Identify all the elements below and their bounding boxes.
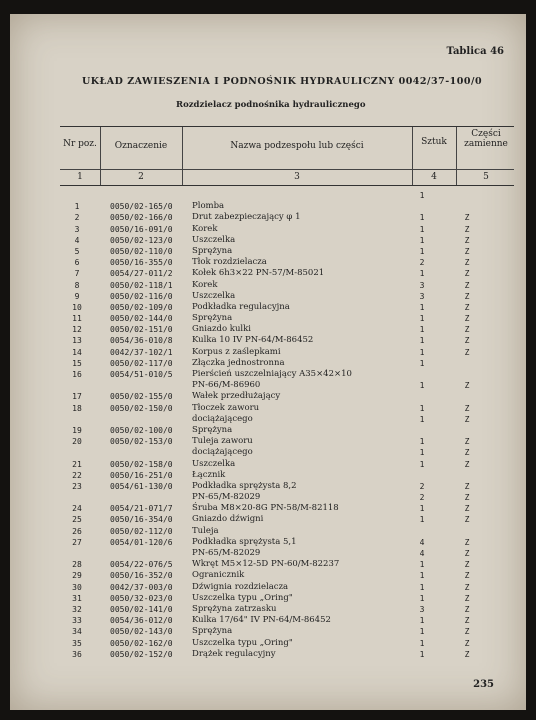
row-code: 0050/02-155/0 bbox=[110, 392, 173, 402]
row-name: Uszczelka bbox=[192, 234, 236, 245]
row-code: 0050/02-144/0 bbox=[110, 314, 173, 324]
row-qty: 1 bbox=[419, 459, 425, 469]
table-row bbox=[60, 492, 514, 503]
row-name: Uszczelka bbox=[192, 458, 236, 469]
row-nr: 31 bbox=[72, 593, 82, 603]
row-qty: 4 bbox=[419, 549, 425, 558]
header-colnum-1: 1 bbox=[77, 172, 83, 182]
row-qty: 1 bbox=[419, 314, 425, 324]
row-nr: 33 bbox=[72, 616, 82, 626]
row-qty: 2 bbox=[419, 493, 425, 503]
row-qty: 3 bbox=[419, 291, 425, 301]
row-nr: 22 bbox=[72, 470, 82, 480]
row-spare: Z bbox=[464, 381, 470, 391]
row-name: Podkładka regulacyjna bbox=[192, 301, 290, 312]
row-qty: 1 bbox=[419, 269, 425, 279]
row-spare: Z bbox=[464, 403, 470, 413]
table-row bbox=[60, 548, 514, 559]
row-name: Podkładka sprężysta 8,2 bbox=[192, 480, 297, 491]
table-row bbox=[60, 459, 514, 470]
table-row bbox=[60, 570, 514, 581]
row-qty: 1 bbox=[419, 336, 425, 346]
row-qty: 1 bbox=[419, 403, 425, 413]
table-row bbox=[60, 190, 514, 201]
row-spare: Z bbox=[464, 515, 470, 525]
table-row bbox=[60, 212, 514, 223]
row-qty: 1 bbox=[419, 582, 425, 592]
table-row bbox=[60, 470, 514, 481]
row-code: 0050/02-117/0 bbox=[110, 358, 173, 368]
row-name: PN-65/M-82029 bbox=[192, 492, 261, 503]
row-qty: 1 bbox=[419, 593, 425, 603]
row-spare: Z bbox=[464, 235, 470, 245]
row-spare: Z bbox=[464, 560, 470, 570]
row-code: 0054/21-071/7 bbox=[110, 504, 173, 514]
table-row bbox=[60, 526, 514, 537]
row-name: Wałek przedłużający bbox=[192, 391, 281, 402]
row-spare: Z bbox=[464, 280, 470, 290]
row-name: Korek bbox=[192, 223, 218, 234]
row-spare: Z bbox=[464, 448, 470, 458]
header-qty: Sztuk bbox=[421, 137, 447, 147]
row-qty: 1 bbox=[419, 325, 425, 335]
row-spare: Z bbox=[464, 347, 470, 357]
table-row bbox=[60, 559, 514, 570]
row-nr: 1 bbox=[74, 202, 80, 212]
header-name: Nazwa podzespołu lub części bbox=[230, 141, 364, 151]
row-code: 0050/02-165/0 bbox=[110, 202, 173, 212]
row-nr: 20 bbox=[72, 437, 82, 447]
row-spare: Z bbox=[464, 481, 470, 491]
row-qty: 1 bbox=[419, 437, 425, 447]
row-spare: Z bbox=[464, 414, 470, 424]
row-nr: 23 bbox=[72, 481, 82, 491]
row-name: Tłok rozdzielacza bbox=[192, 257, 267, 268]
row-code: 0054/27-011/2 bbox=[110, 269, 173, 279]
row-spare: Z bbox=[464, 537, 470, 547]
header-nr: Nr poz. bbox=[63, 139, 97, 149]
row-name: Drążek regulacyjny bbox=[192, 648, 276, 659]
table-row bbox=[60, 481, 514, 492]
row-qty: 1 bbox=[419, 638, 425, 648]
row-nr: 13 bbox=[72, 336, 82, 346]
row-code: 0042/37-003/0 bbox=[110, 582, 173, 592]
header-colnum-5: 5 bbox=[483, 172, 489, 182]
row-nr: 35 bbox=[72, 638, 82, 648]
table-row bbox=[60, 257, 514, 268]
row-name: Sprężyna bbox=[192, 424, 233, 435]
row-name: Sprężyna bbox=[192, 245, 233, 256]
table-row bbox=[60, 358, 514, 369]
header-colnum-2: 2 bbox=[138, 172, 144, 182]
table-row bbox=[60, 313, 514, 324]
row-code: 0054/61-130/0 bbox=[110, 481, 173, 491]
row-spare: Z bbox=[464, 325, 470, 335]
row-qty: 1 bbox=[419, 649, 425, 659]
row-qty: 1 bbox=[419, 560, 425, 570]
row-qty: 1 bbox=[419, 627, 425, 637]
row-name: Uszczelka typu „Oring" bbox=[192, 637, 293, 648]
row-qty: 1 bbox=[419, 347, 425, 357]
document-page bbox=[10, 14, 526, 710]
row-qty: 2 bbox=[419, 481, 425, 491]
row-name: Gniazdo dźwigni bbox=[192, 514, 264, 525]
row-nr: 10 bbox=[72, 302, 82, 312]
row-nr: 15 bbox=[72, 358, 82, 368]
table-row bbox=[60, 280, 514, 291]
row-code: 0050/02-116/0 bbox=[110, 291, 173, 301]
row-code: 0050/16-091/0 bbox=[110, 224, 173, 234]
row-code: 0050/02-158/0 bbox=[110, 459, 173, 469]
row-qty: 4 bbox=[419, 537, 425, 547]
row-code: 0050/02-112/0 bbox=[110, 526, 173, 536]
row-name: Gniazdo kulki bbox=[192, 324, 252, 335]
row-qty: 1 bbox=[419, 381, 425, 391]
table-row bbox=[60, 436, 514, 447]
table-row bbox=[60, 235, 514, 246]
row-spare: Z bbox=[464, 246, 470, 256]
table-row bbox=[60, 537, 514, 548]
row-name: Pierścień uszczelniający A35×42×10 bbox=[192, 369, 352, 379]
table-row bbox=[60, 201, 514, 212]
row-code: 0050/16-355/0 bbox=[110, 258, 173, 268]
row-code: 0054/22-076/5 bbox=[110, 560, 173, 570]
row-qty: 1 bbox=[419, 191, 425, 200]
table-row bbox=[60, 593, 514, 604]
row-spare: Z bbox=[464, 336, 470, 346]
row-nr: 27 bbox=[72, 537, 82, 547]
row-spare: Z bbox=[464, 616, 470, 626]
row-name: Kulka 17/64" IV PN-64/M-86452 bbox=[192, 615, 331, 626]
row-name: PN-66/M-86960 bbox=[192, 380, 261, 391]
row-spare: Z bbox=[464, 459, 470, 469]
table-row bbox=[60, 514, 514, 525]
row-name: Uszczelka bbox=[192, 290, 236, 301]
row-qty: 1 bbox=[419, 358, 425, 368]
row-name: Dźwignia rozdzielacza bbox=[192, 581, 289, 592]
row-nr: 36 bbox=[72, 649, 82, 659]
row-name: Drut zabezpieczający φ 1 bbox=[192, 212, 301, 223]
row-nr: 26 bbox=[72, 526, 82, 536]
row-code: 0050/02-143/0 bbox=[110, 627, 173, 637]
table-row bbox=[60, 649, 514, 660]
header-colnum-4: 4 bbox=[431, 172, 437, 182]
row-nr: 34 bbox=[72, 627, 82, 637]
row-name: Uszczelka typu „Oring" bbox=[192, 592, 293, 603]
page-title: UKŁAD ZAWIESZENIA I PODNOŚNIK HYDRAULICZNY 0042/37-100/0 bbox=[82, 76, 483, 87]
row-nr: 8 bbox=[74, 280, 80, 290]
row-code: 0050/02-151/0 bbox=[110, 325, 173, 335]
row-spare: Z bbox=[464, 582, 470, 592]
row-name: Tuleja bbox=[192, 525, 219, 536]
row-nr: 16 bbox=[72, 370, 82, 379]
row-spare: Z bbox=[464, 504, 470, 514]
row-nr: 19 bbox=[72, 425, 82, 435]
row-code: 0050/02-152/0 bbox=[110, 649, 173, 659]
row-code: 0050/02-153/0 bbox=[110, 437, 173, 447]
row-code: 0050/02-109/0 bbox=[110, 302, 173, 312]
row-spare: Z bbox=[464, 302, 470, 312]
page-number: 235 bbox=[473, 679, 494, 690]
row-qty: 1 bbox=[419, 414, 425, 424]
row-nr: 32 bbox=[72, 604, 82, 614]
row-nr: 21 bbox=[72, 459, 82, 469]
table-number: Tablica 46 bbox=[446, 46, 504, 57]
row-qty: 2 bbox=[419, 258, 425, 268]
table-row bbox=[60, 425, 514, 436]
table-row bbox=[60, 369, 514, 380]
table-row bbox=[60, 403, 514, 414]
row-nr: 11 bbox=[72, 314, 82, 324]
table-row bbox=[60, 503, 514, 514]
row-spare: Z bbox=[464, 314, 470, 324]
row-name: Złączka jednostronna bbox=[192, 357, 285, 368]
table-row bbox=[60, 335, 514, 346]
table-row bbox=[60, 380, 514, 391]
row-name: Kulka 10 IV PN-64/M-86452 bbox=[192, 335, 314, 346]
row-qty: 3 bbox=[419, 604, 425, 614]
row-code: 0050/16-352/0 bbox=[110, 571, 173, 581]
row-code: 0050/02-166/0 bbox=[110, 213, 173, 223]
row-nr: 3 bbox=[74, 224, 80, 234]
row-name: dociążającego bbox=[192, 413, 253, 424]
row-qty: 1 bbox=[419, 302, 425, 312]
row-spare: Z bbox=[464, 291, 470, 301]
header-code: Oznaczenie bbox=[114, 141, 168, 151]
table-row bbox=[60, 302, 514, 313]
row-code: 0054/36-010/8 bbox=[110, 336, 173, 346]
row-nr: 18 bbox=[72, 403, 82, 413]
table-row bbox=[60, 291, 514, 302]
row-name: Plomba bbox=[192, 201, 225, 212]
row-qty: 1 bbox=[419, 515, 425, 525]
page-subtitle: Rozdzielacz podnośnika hydraulicznego bbox=[176, 100, 366, 110]
row-nr: 2 bbox=[74, 213, 80, 223]
row-name: PN-65/M-82029 bbox=[192, 548, 261, 558]
row-name: dociążającego bbox=[192, 447, 253, 458]
table-row bbox=[60, 268, 514, 279]
table-row bbox=[60, 615, 514, 626]
row-name: Sprężyna bbox=[192, 626, 233, 637]
table-row bbox=[60, 604, 514, 615]
row-nr: 5 bbox=[74, 246, 80, 256]
parts-table bbox=[60, 190, 514, 660]
row-code: 0042/37-102/1 bbox=[110, 347, 173, 357]
header-spare: Części zamienne bbox=[464, 129, 508, 149]
row-nr: 24 bbox=[72, 504, 82, 514]
table-header bbox=[60, 126, 514, 186]
row-code: 0050/16-354/0 bbox=[110, 515, 173, 525]
table-row bbox=[60, 626, 514, 637]
row-spare: Z bbox=[464, 604, 470, 614]
row-name: Tłoczek zaworu bbox=[192, 402, 260, 413]
row-spare: Z bbox=[464, 649, 470, 659]
table-row bbox=[60, 414, 514, 425]
row-qty: 1 bbox=[419, 448, 425, 458]
row-spare: Z bbox=[464, 638, 470, 648]
row-code: 0050/02-110/0 bbox=[110, 246, 173, 256]
row-name: Sprężyna bbox=[192, 313, 233, 324]
row-nr: 28 bbox=[72, 560, 82, 570]
row-qty: 3 bbox=[419, 280, 425, 290]
row-qty: 1 bbox=[419, 246, 425, 256]
table-row bbox=[60, 246, 514, 257]
row-nr: 29 bbox=[72, 571, 82, 581]
row-qty: 1 bbox=[419, 235, 425, 245]
table-row bbox=[60, 324, 514, 335]
row-nr: 6 bbox=[74, 258, 80, 268]
row-nr: 7 bbox=[74, 269, 80, 279]
row-nr: 9 bbox=[74, 291, 80, 301]
row-nr: 4 bbox=[74, 235, 80, 245]
row-code: 0054/01-120/6 bbox=[110, 537, 173, 547]
table-row bbox=[60, 347, 514, 358]
table-row bbox=[60, 447, 514, 458]
row-spare: Z bbox=[464, 258, 470, 268]
row-spare: Z bbox=[464, 493, 470, 503]
table-row bbox=[60, 224, 514, 235]
table-row bbox=[60, 638, 514, 649]
row-nr: 14 bbox=[72, 347, 82, 357]
row-name: Śruba M8×20-8G PN-58/M-82118 bbox=[192, 503, 339, 514]
row-qty: 1 bbox=[419, 224, 425, 234]
row-code: 0054/36-012/0 bbox=[110, 616, 173, 626]
row-qty: 1 bbox=[419, 504, 425, 514]
row-spare: Z bbox=[464, 269, 470, 279]
row-spare: Z bbox=[464, 213, 470, 223]
row-spare: Z bbox=[464, 437, 470, 447]
row-qty: 1 bbox=[419, 571, 425, 581]
row-name: Łącznik bbox=[192, 469, 226, 480]
row-nr: 12 bbox=[72, 325, 82, 335]
row-nr: 17 bbox=[72, 392, 82, 402]
row-name: Wkręt M5×12-5D PN-60/M-82237 bbox=[192, 559, 340, 570]
row-code: 0050/02-123/0 bbox=[110, 235, 173, 245]
row-name: Korpus z zaślepkami bbox=[192, 346, 281, 357]
row-spare: Z bbox=[464, 627, 470, 637]
row-code: 0050/02-141/0 bbox=[110, 604, 173, 614]
row-name: Podkładka sprężysta 5,1 bbox=[192, 536, 297, 547]
row-spare: Z bbox=[464, 549, 470, 558]
row-nr: 25 bbox=[72, 515, 82, 525]
row-code: 0050/02-100/0 bbox=[110, 425, 173, 435]
row-code: 0050/02-150/0 bbox=[110, 403, 173, 413]
row-nr: 30 bbox=[72, 582, 82, 592]
row-name: Ogranicznik bbox=[192, 570, 245, 581]
row-code: 0054/51-010/5 bbox=[110, 370, 173, 379]
row-code: 0050/02-162/0 bbox=[110, 638, 173, 648]
header-colnum-3: 3 bbox=[294, 172, 300, 182]
row-spare: Z bbox=[464, 224, 470, 234]
table-row bbox=[60, 391, 514, 402]
row-code: 0050/16-251/0 bbox=[110, 470, 173, 480]
row-code: 0050/02-118/1 bbox=[110, 280, 173, 290]
row-name: Sprężyna zatrzasku bbox=[192, 603, 277, 614]
row-name: Tuleja zaworu bbox=[192, 436, 253, 447]
row-qty: 1 bbox=[419, 616, 425, 626]
table-row bbox=[60, 582, 514, 593]
row-name: Kołek 6h3×22 PN-57/M-85021 bbox=[192, 268, 325, 279]
row-name: Korek bbox=[192, 279, 218, 290]
row-qty: 1 bbox=[419, 213, 425, 223]
row-spare: Z bbox=[464, 571, 470, 581]
row-spare: Z bbox=[464, 593, 470, 603]
row-code: 0050/32-023/0 bbox=[110, 593, 173, 603]
